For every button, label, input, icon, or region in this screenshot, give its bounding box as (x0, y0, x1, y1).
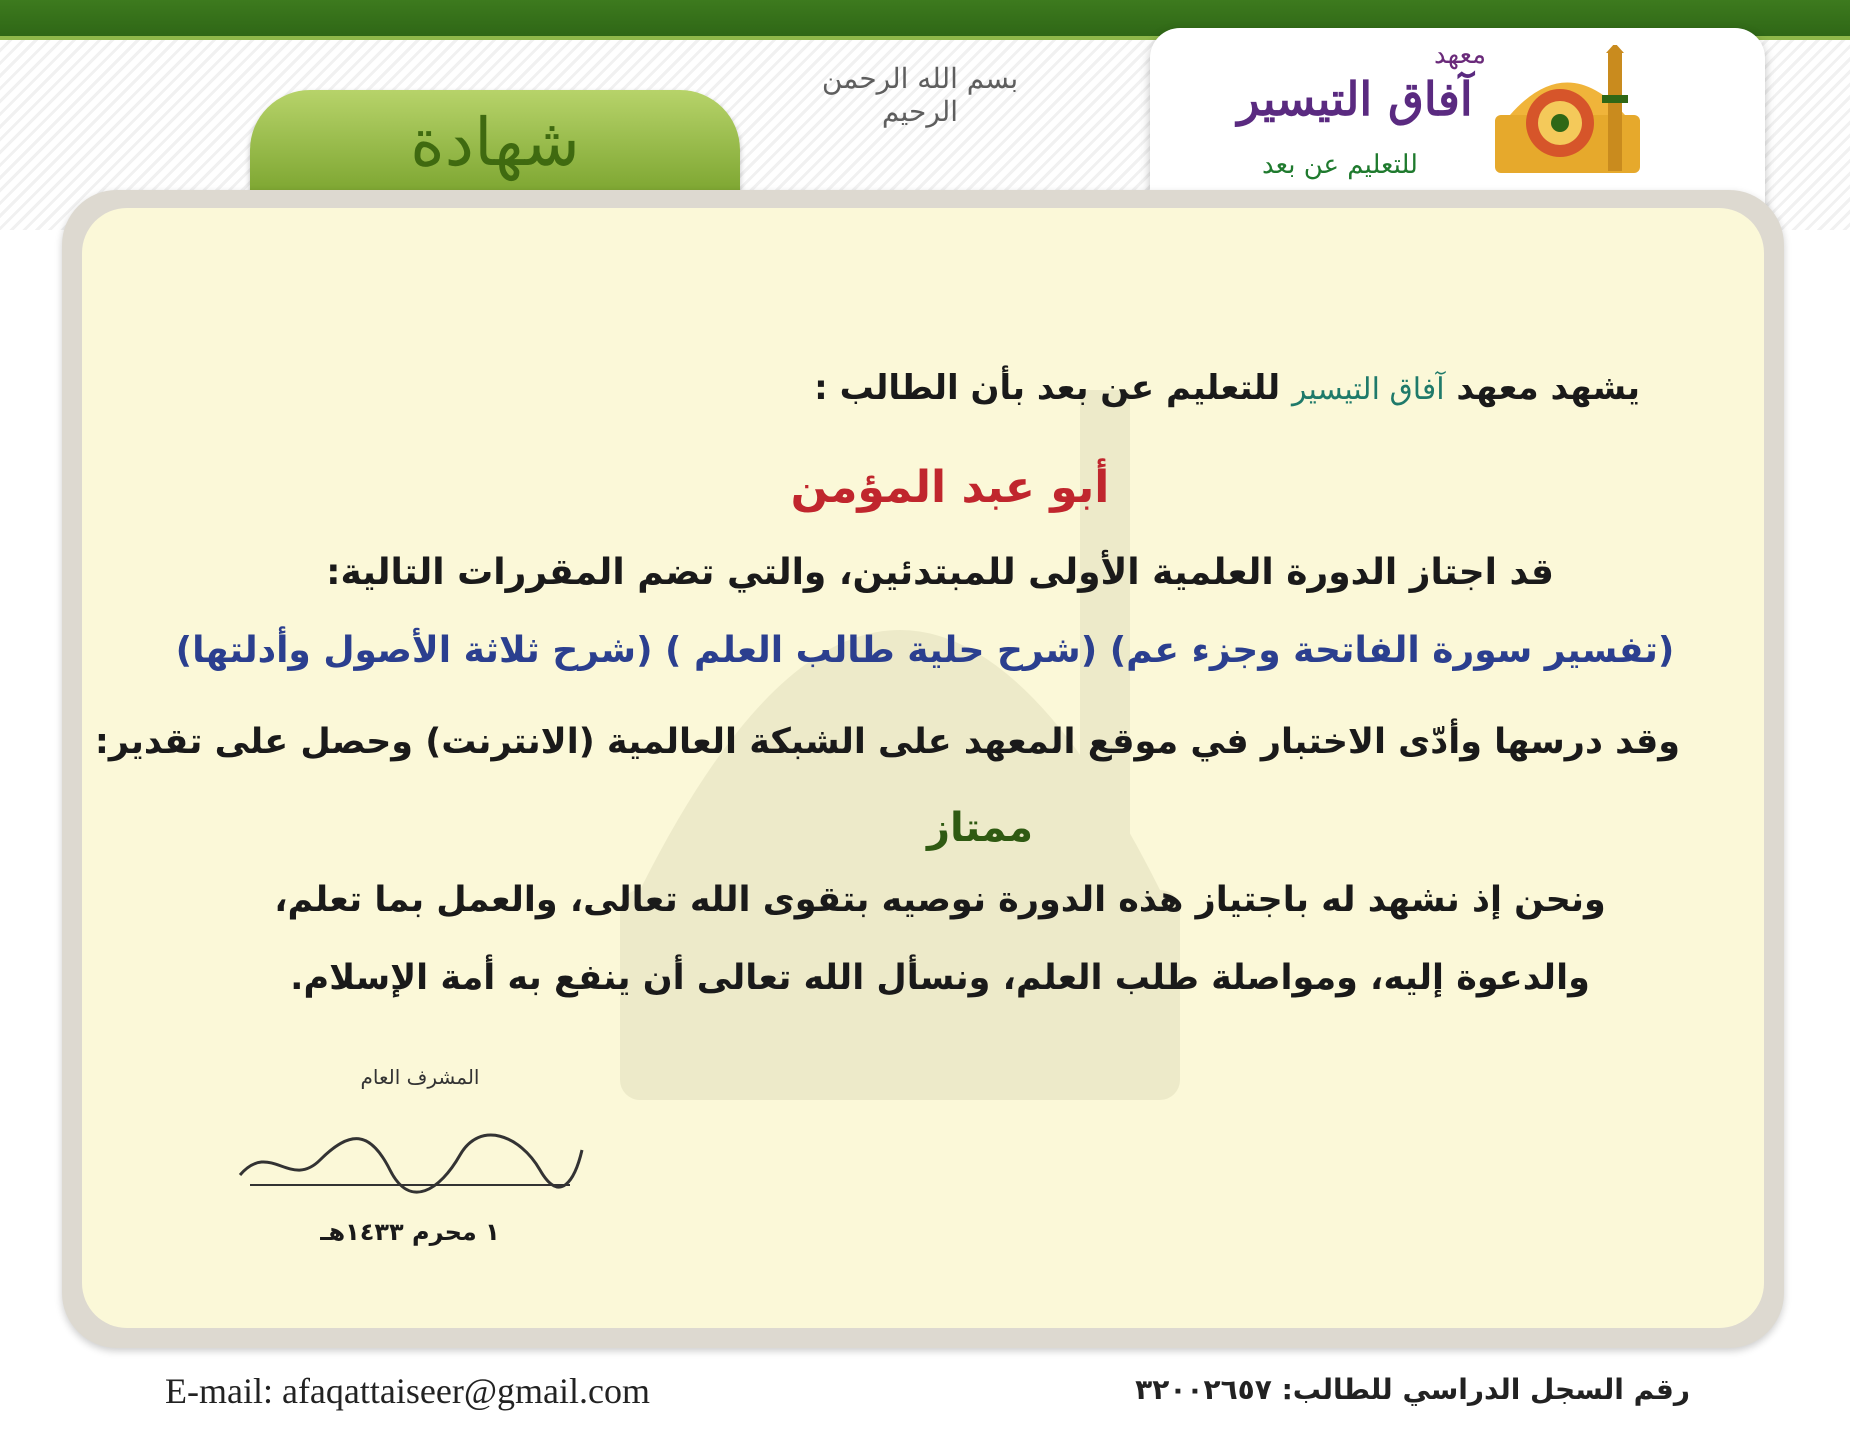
logo-main-text: آفاق التيسير (1237, 72, 1473, 126)
institute-logo-icon (1490, 45, 1645, 185)
intro-line (600, 368, 1640, 408)
exam-line: وقد درسها وأدّى الاختبار في موقع المعهد على الشبكة العالمية (الانترنت) وحصل على تقدير: (94, 722, 1680, 762)
supervisor-signature (230, 1120, 590, 1200)
passed-course-line: قد اجتاز الدورة العلمية الأولى للمبتدئين، والتي تضم المقررات التالية: (326, 552, 1554, 593)
footer-email: E-mail: afaqattaiseer@gmail.com (165, 1371, 650, 1411)
closing-line-1: ونحن إذ نشهد له باجتياز هذه الدورة نوصيه بتقوى الله تعالى، والعمل بما تعلم، (274, 880, 1606, 920)
intro-prefix: يشهد معهد (1456, 368, 1640, 408)
certificate-date: ١ محرم ١٤٣٣هـ (320, 1218, 500, 1246)
logo-sub-text: للتعليم عن بعد (1262, 150, 1418, 180)
student-record (1135, 1373, 1690, 1406)
supervisor-title: المشرف العام (360, 1065, 480, 1089)
grade: ممتاز (927, 805, 1033, 851)
student-name: أبو عبد المؤمن (790, 462, 1110, 513)
courses-list: (تفسير سورة الفاتحة وجزء عم) (شرح حلية طالب العلم ) (شرح ثلاثة الأصول وأدلتها) (175, 630, 1675, 671)
closing-line-2: والدعوة إليه، ومواصلة طلب العلم، ونسأل الله تعالى أن ينفع به أمة الإسلام. (290, 958, 1590, 998)
intro-suffix: للتعليم عن بعد بأن الطالب : (814, 368, 1281, 408)
intro-institute-name: آفاق التيسير (1291, 372, 1445, 407)
record-label: رقم السجل الدراسي للطالب: (1281, 1373, 1690, 1406)
certificate-title: شهادة (410, 104, 580, 181)
logo-small-text: معهد (1433, 40, 1487, 70)
record-number: ٣٢٠٠٢٦٥٧ (1135, 1373, 1272, 1406)
basmala-calligraphy: بسم الله الرحمن الرحيم (821, 62, 1019, 128)
